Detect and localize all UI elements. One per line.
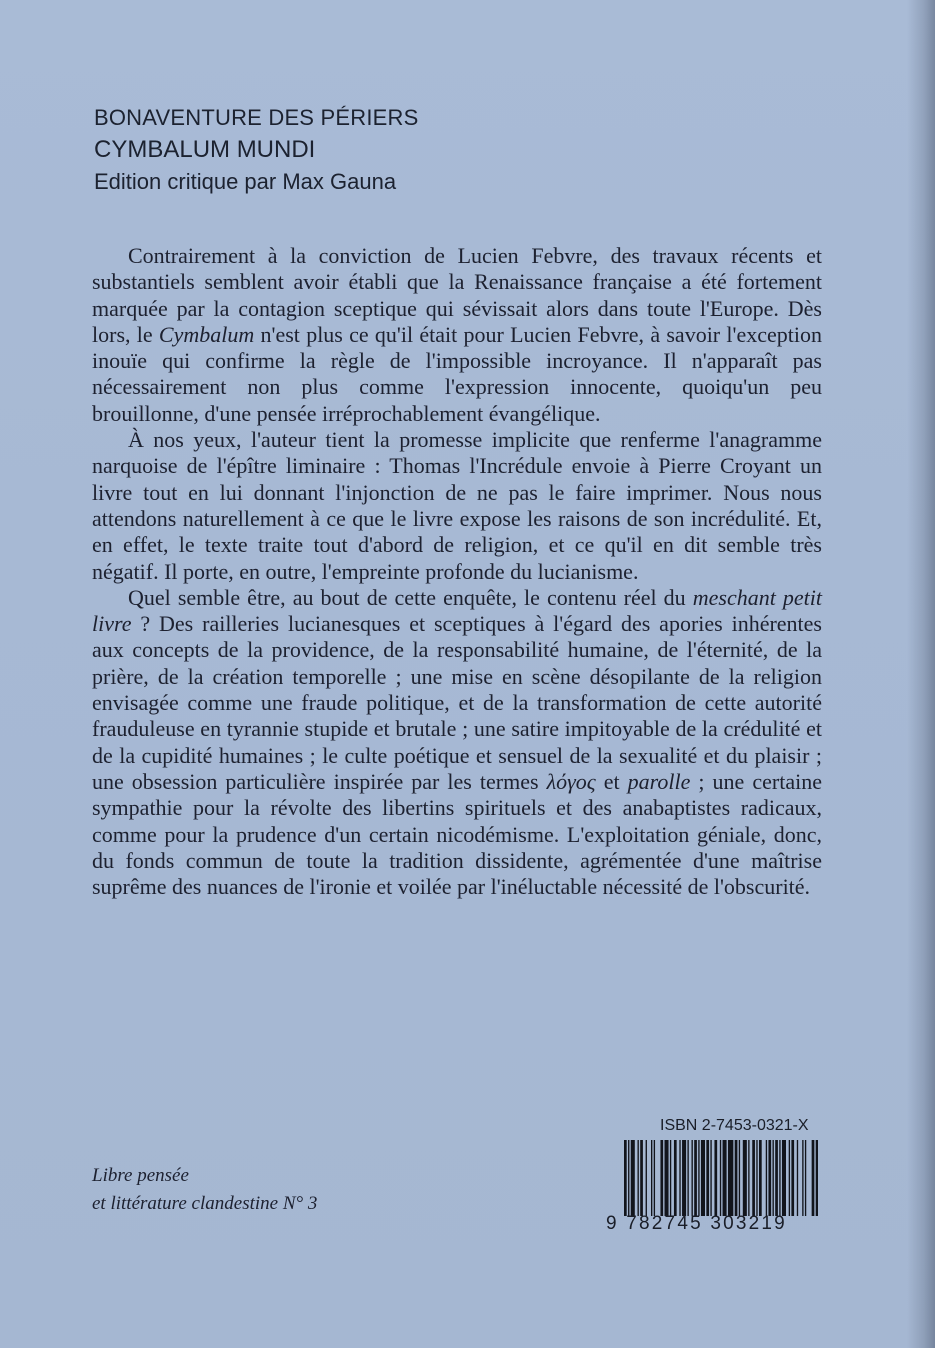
series-line-2: et littérature clandestine N° 3	[92, 1193, 318, 1214]
barcode-bar	[646, 1140, 647, 1216]
barcode-digits: 9 782745 303219	[606, 1213, 787, 1234]
barcode-bar	[789, 1140, 790, 1216]
barcode-bars	[622, 1140, 818, 1216]
barcode-bar	[775, 1140, 778, 1216]
barcode-bar	[756, 1140, 757, 1216]
barcode-bar	[660, 1140, 663, 1216]
book-title: CYMBALUM MUNDI	[94, 136, 316, 163]
barcode-bar	[766, 1140, 767, 1216]
barcode-bar	[752, 1140, 755, 1216]
text-run: ? Des railleries lucianesques et sceptiques à l'égard des apories inhérentes aux concepts de la providence, de la responsabilité humaine, de l'éternité, de la prière, de la création temporelle ; une mise en scène désopilante de la religion envisagée comme une fraude politique, et de la transformation de cette autorité frauduleuse en tyrannie stupide et brutale ; une satire impitoyable de la crédulité et de la cupidité humaines ; le culte poétique et sensuel de la sexualité et du plaisir ; une obsession particulière inspirée par les termes	[92, 611, 822, 794]
barcode-bar	[698, 1140, 699, 1216]
text-run: n'est plus ce qu'il était pour Lucien Febvre, à savoir l'exception inouïe qui confirme la règle de l'impossible incroyance. Il n'apparaît pas nécessairement non plus comme l'expression innocente, quoiqu'un peu brouillonne, d'une pensée irréprochablement évangélique.	[92, 321, 822, 426]
barcode-bar	[720, 1140, 721, 1216]
italic-title: Cymbalum	[158, 321, 255, 347]
isbn-label: ISBN 2-7453-0321-X	[660, 1117, 809, 1134]
barcode-bar	[638, 1140, 639, 1216]
barcode-bar	[640, 1140, 643, 1216]
blurb-paragraph-2: À nos yeux, l'auteur tient la promesse implicite que renferme l'anagramme narquoise de l'épître liminaire : Thomas l'Incrédule envoie à Pierre Croyant un livre tout en lui donnant l'injonction de ne pas le faire imprimer. Nous nous attendons naturellement à ce que le livre expose les raisons de son incrédulité. Et, en effet, le texte traite tout d'abord de religion, et ce qu'il en dit semble très négatif. Il porte, en outre, l'empreinte profonde du lucianisme.	[92, 427, 822, 584]
italic-greek-term: λόγος	[546, 768, 596, 794]
barcode-bar	[694, 1140, 697, 1216]
cover-edge-shadow	[907, 0, 935, 1348]
barcode-bar	[773, 1140, 774, 1216]
author-name: BONAVENTURE DES PÉRIERS	[94, 105, 419, 130]
series-name	[92, 1162, 317, 1218]
blurb-paragraph-3	[92, 585, 822, 901]
barcode-bar	[805, 1140, 806, 1216]
blurb-text	[92, 243, 822, 900]
barcode-bar	[802, 1140, 803, 1216]
barcode-bar	[791, 1140, 794, 1216]
barcode-bar	[768, 1140, 771, 1216]
barcode-bar	[748, 1140, 749, 1216]
barcode-bar	[628, 1140, 629, 1216]
barcode-bar	[759, 1140, 762, 1216]
barcode-bar	[701, 1140, 705, 1216]
text-run: Contrairement à la conviction de Lucien Febvre, des travaux récents et substantiels semblent avoir établi que la Renaissance française a été fortement marquée par la contagion sceptique qui sévissait alors dans toute l'Europe. Dès lors, le	[92, 243, 822, 347]
barcode-bar	[812, 1140, 815, 1216]
barcode-bar	[654, 1140, 655, 1216]
barcode-bar	[710, 1140, 711, 1216]
barcode-bar	[779, 1140, 780, 1216]
barcode-bar	[692, 1140, 693, 1216]
italic-term: parolle	[627, 768, 691, 794]
barcode-bar	[816, 1140, 818, 1216]
barcode-bar	[687, 1140, 688, 1216]
barcode-bar	[706, 1140, 709, 1216]
barcode-bar	[739, 1140, 740, 1216]
barcode-bar	[797, 1140, 798, 1216]
text-run: et	[595, 768, 628, 794]
series-line-1: Libre pensée	[92, 1165, 189, 1186]
cover-header	[94, 102, 418, 198]
barcode-bar	[670, 1140, 671, 1216]
barcode-bar	[728, 1140, 733, 1216]
barcode-bar	[735, 1140, 738, 1216]
barcode-bar	[682, 1140, 686, 1216]
barcode-bar	[782, 1140, 786, 1216]
barcode-bar	[674, 1140, 677, 1216]
barcode-bar	[723, 1140, 727, 1216]
text-run: ; une certaine sympathie pour la révolte des libertins spirituels et des anabaptistes radicaux, comme pour la prudence d'un certain nicodémisme. L'exploitation géniale, donc, du fonds commun de toute la tradition dissidente, agrémentée d'une maîtrise suprême des nuances de l'ironie et voilée par l'inéluctable nécessité de l'obscurité.	[92, 768, 822, 900]
barcode-bar	[743, 1140, 747, 1216]
barcode-bar	[651, 1140, 652, 1216]
barcode-bar	[665, 1140, 669, 1216]
barcode-bar	[624, 1140, 627, 1216]
italic-title: meschant petit livre	[92, 584, 822, 637]
barcode-bar	[679, 1140, 680, 1216]
edition-subtitle: Edition critique par Max Gauna	[94, 169, 397, 194]
blurb-paragraph-1	[92, 243, 822, 427]
barcode-bar	[714, 1140, 717, 1216]
text-run: Quel semble être, au bout de cette enquête, le contenu réel du	[128, 584, 693, 610]
barcode-bar	[631, 1140, 635, 1216]
